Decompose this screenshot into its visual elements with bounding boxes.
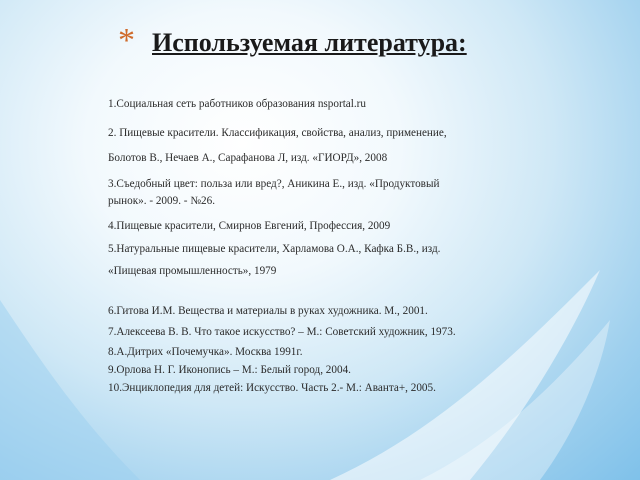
- reference-line: 7.Алексеева В. В. Что такое искусство? – М.: Советский художник, 1973.: [108, 326, 456, 338]
- reference-line: 9.Орлова Н. Г. Иконопись – М.: Белый город, 2004.: [108, 364, 351, 376]
- reference-line: 4.Пищевые красители, Смирнов Евгений, Профессия, 2009: [108, 220, 391, 232]
- reference-line: 1.Социальная сеть работников образования nsportal.ru: [108, 98, 366, 110]
- reference-line: 3.Съедобный цвет: польза или вред?, Аникина Е., изд. «Продуктовый: [108, 178, 440, 190]
- reference-line: 8.А.Дитрих «Почемучка». Москва 1991г.: [108, 346, 303, 358]
- reference-line: 6.Гитова И.М. Вещества и материалы в руках художника. М., 2001.: [108, 305, 428, 317]
- reference-line: Болотов В., Нечаев А., Сарафанова Л, изд. «ГИОРД», 2008: [108, 152, 388, 164]
- title-bullet-icon: *: [118, 22, 135, 59]
- reference-line: 5.Натуральные пищевые красители, Харламова О.А., Кафка Б.В., изд.: [108, 243, 441, 255]
- reference-line: рынок». - 2009. - №26.: [108, 195, 215, 207]
- reference-line: 2. Пищевые красители. Классификация, свойства, анализ, применение,: [108, 127, 447, 139]
- reference-line: «Пищевая промышленность», 1979: [108, 265, 277, 277]
- slide-title: Используемая литература:: [152, 28, 467, 57]
- reference-line: 10.Энциклопедия для детей: Искусство. Часть 2.- М.: Аванта+, 2005.: [108, 382, 436, 394]
